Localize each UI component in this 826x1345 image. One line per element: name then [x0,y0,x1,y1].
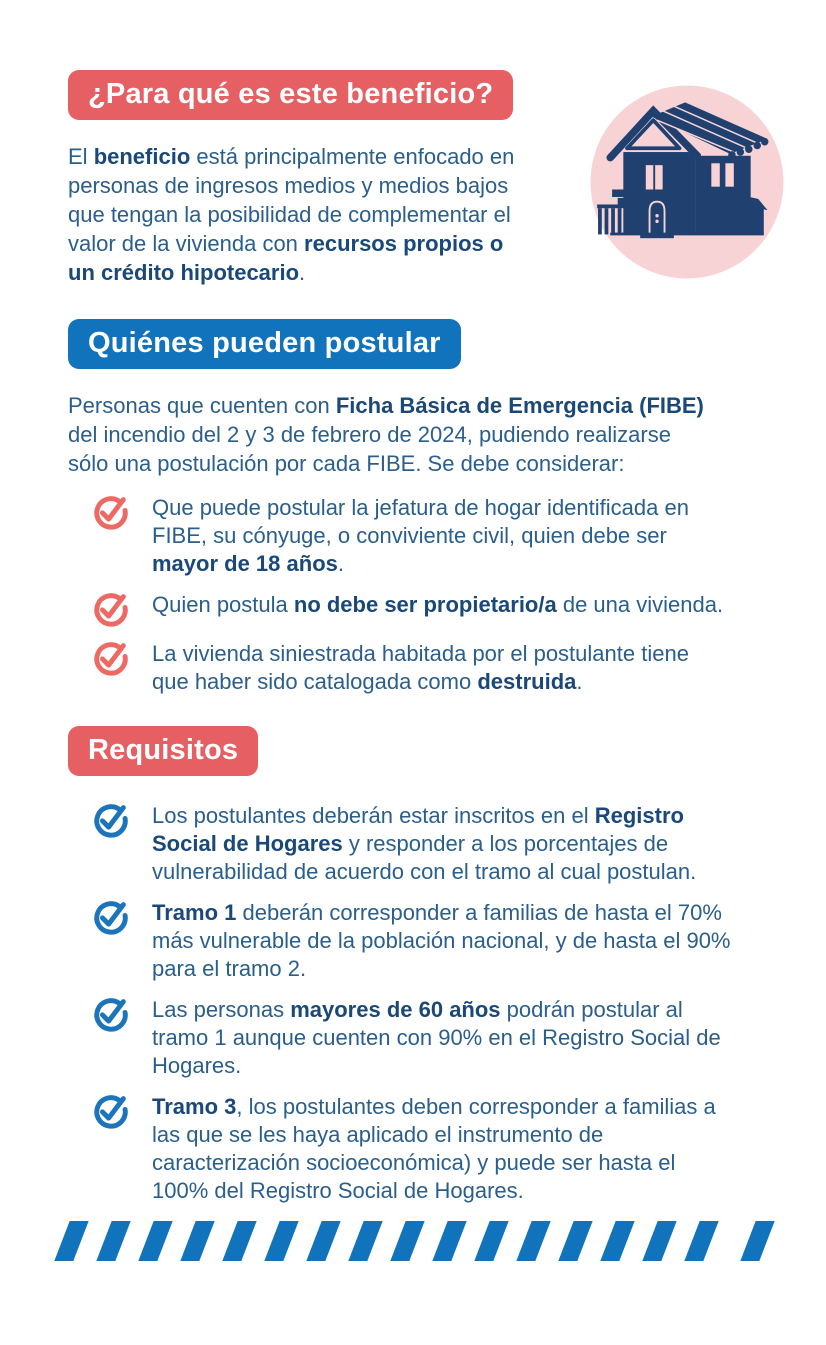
stripe [642,1221,676,1261]
text-line: personas de ingresos medios y medios bajos [68,173,509,198]
section-title-requirements: Requisitos [68,726,258,776]
check-circle-icon [92,492,130,530]
stripe [54,1221,88,1261]
text-line: Social de Hogares y responder a los porcentajes de [152,831,669,856]
section-title-who: Quiénes pueden postular [68,319,461,369]
text-line: FIBE, su cónyuge, o conviviente civil, quien debe ser [152,523,667,548]
flyer [0,70,826,1261]
stripe [558,1221,592,1261]
section-benefit [68,70,790,287]
text-line: Tramo 1 deberán corresponder a familias de hasta el 70% [152,900,722,925]
check-item-text [152,996,776,1080]
stripe [306,1221,340,1261]
house-icon [584,79,790,285]
text-line: que tengan la posibilidad de complementar el [68,202,511,227]
text-line: Quien postula no debe ser propietario/a de una vivienda. [152,592,724,617]
text-line: Que puede postular la jefatura de hogar identificada en [152,495,689,520]
text-line: La vivienda siniestrada habitada por el postulante tiene [152,641,689,666]
check-item-text [152,494,776,578]
text-line: Hogares. [152,1053,242,1078]
stripe [264,1221,298,1261]
text-line: sólo una postulación por cada FIBE. Se debe considerar: [68,451,625,476]
text-line: del incendio del 2 y 3 de febrero de 2024, pudiendo realizarse [68,422,671,447]
stripe [222,1221,256,1261]
text-line: Los postulantes deberán estar inscritos en el Registro [152,803,684,828]
text-line: Las personas mayores de 60 años podrán postular al [152,997,683,1022]
benefit-paragraph [68,142,573,287]
check-circle-icon [92,1091,130,1129]
text-line: vulnerabilidad de acuerdo con el tramo al cual postulan. [152,859,697,884]
check-list-item [92,996,790,1080]
stripe [516,1221,550,1261]
check-circle-icon [92,638,130,676]
check-circle-icon [92,897,130,935]
check-circle-icon [92,994,130,1032]
text-line: mayor de 18 años. [152,551,344,576]
check-list-item [92,899,790,983]
stripe [684,1221,718,1261]
requirements-checklist [68,802,790,1205]
benefit-text-column [68,70,584,287]
stripe [96,1221,130,1261]
stripe [740,1221,774,1261]
text-line: un crédito hipotecario. [68,260,306,285]
stripe [138,1221,172,1261]
text-line: para el tramo 2. [152,956,307,981]
section-who [68,319,790,696]
text-line: las que se les haya aplicado el instrumento de [152,1122,604,1147]
text-line: El beneficio está principalmente enfocado en [68,144,515,169]
section-title-benefit: ¿Para qué es este beneficio? [68,70,513,120]
text-line: más vulnerable de la población nacional, y de hasta el 90% [152,928,731,953]
section-requirements [68,726,790,1205]
text-line: Personas que cuenten con Ficha Básica de Emergencia (FIBE) [68,393,704,418]
check-item-text [152,899,776,983]
stripe [432,1221,466,1261]
check-circle-icon [92,589,130,627]
text-line: Tramo 3, los postulantes deben corresponder a familias a [152,1094,716,1119]
text-line: valor de la vivienda con recursos propios o [68,231,504,256]
footer-stripes [62,1221,790,1261]
check-list-item [92,494,790,578]
stripe [348,1221,382,1261]
house-illustration [584,79,790,285]
check-list-item [92,591,790,627]
text-line: 100% del Registro Social de Hogares. [152,1178,524,1203]
check-item-text [152,591,776,619]
check-item-text [152,640,776,696]
check-circle-icon [92,800,130,838]
who-checklist [68,494,790,696]
check-item-text [152,802,776,886]
who-paragraph [68,391,748,478]
stripe [600,1221,634,1261]
text-line: que haber sido catalogada como destruida. [152,669,583,694]
check-list-item [92,802,790,886]
check-list-item [92,640,790,696]
text-line: caracterización socioeconómica) y puede ser hasta el [152,1150,676,1175]
stripe [390,1221,424,1261]
check-item-text [152,1093,776,1205]
check-list-item [92,1093,790,1205]
stripe [180,1221,214,1261]
stripe [474,1221,508,1261]
text-line: tramo 1 aunque cuenten con 90% en el Registro Social de [152,1025,721,1050]
